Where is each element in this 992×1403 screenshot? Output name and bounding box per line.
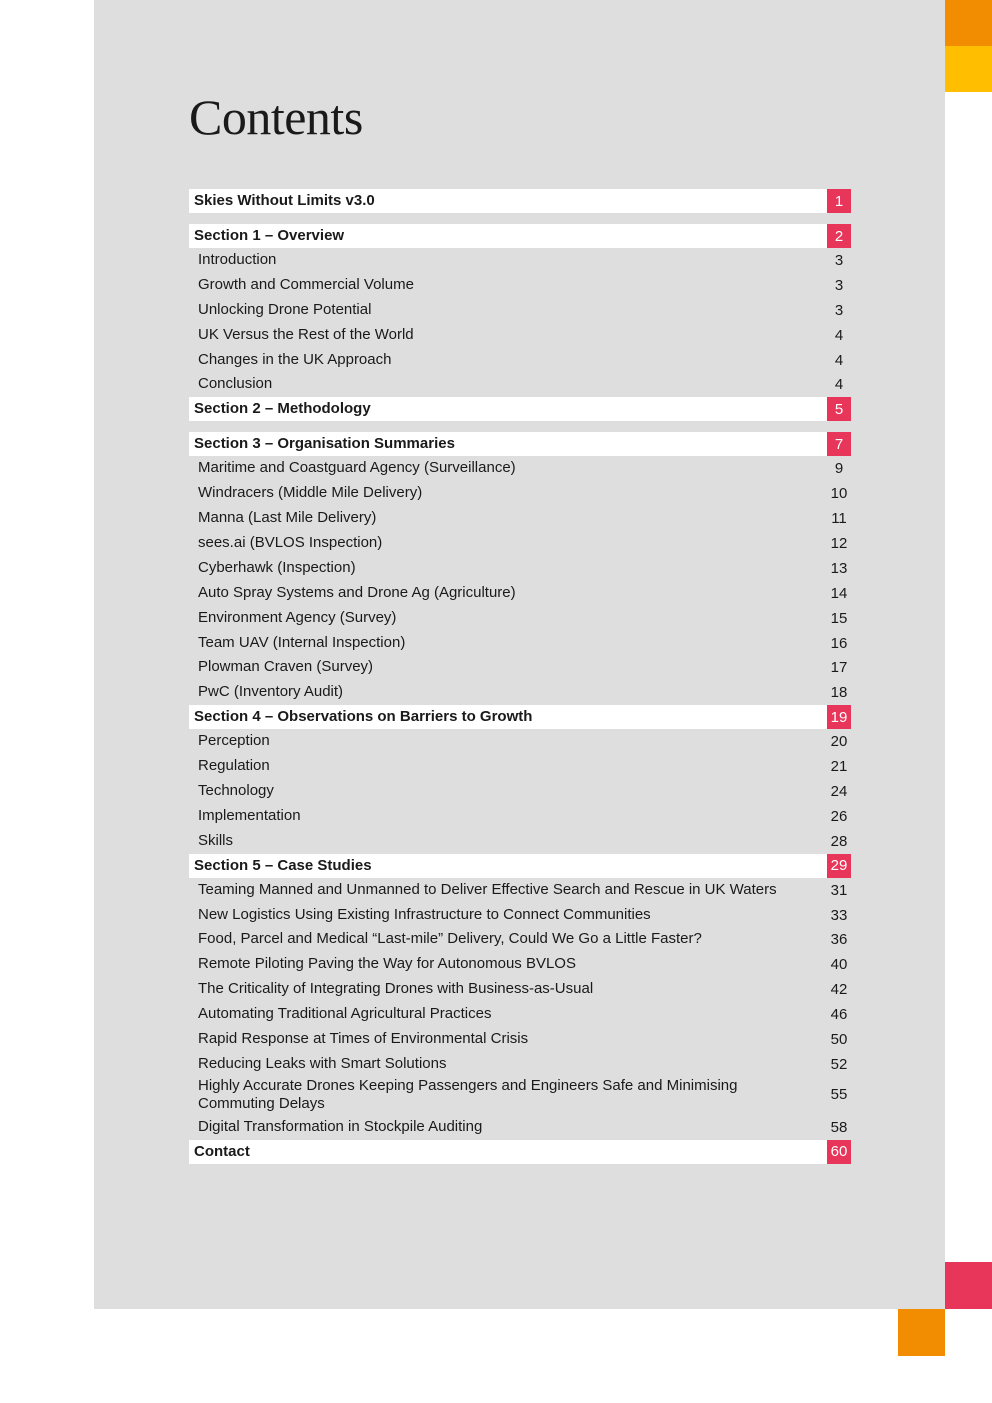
yellow-decor-square-top bbox=[945, 46, 992, 92]
toc-item-page: 11 bbox=[831, 510, 847, 528]
toc-item-page: 3 bbox=[834, 251, 844, 269]
toc-heading-contact[interactable] bbox=[189, 1140, 851, 1164]
toc-item[interactable] bbox=[189, 804, 851, 829]
toc-item-page: 17 bbox=[830, 659, 848, 677]
toc-item[interactable] bbox=[189, 456, 851, 481]
toc-item-page: 3 bbox=[834, 301, 844, 319]
toc-heading-label: Section 1 – Overview bbox=[194, 227, 345, 244]
toc-item-label: Auto Spray Systems and Drone Ag (Agriculture) bbox=[198, 583, 516, 601]
toc-item-label: UK Versus the Rest of the World bbox=[198, 325, 414, 343]
toc-item-page: 33 bbox=[830, 906, 848, 924]
toc-item-label: Plowman Craven (Survey) bbox=[198, 658, 374, 676]
toc-item-label: Technology bbox=[198, 782, 274, 800]
toc-heading-section-1[interactable] bbox=[189, 224, 851, 248]
toc-item[interactable] bbox=[189, 779, 851, 804]
toc-item-label: Maritime and Coastguard Agency (Surveillance) bbox=[198, 459, 516, 477]
toc-item-label: Team UAV (Internal Inspection) bbox=[198, 633, 406, 651]
toc-item-label: Remote Piloting Paving the Way for Autonomous BVLOS bbox=[198, 955, 576, 973]
toc-item-page: 40 bbox=[830, 956, 848, 974]
toc-item-label: Perception bbox=[198, 732, 270, 750]
toc-item[interactable] bbox=[189, 680, 851, 705]
toc-item-label: The Criticality of Integrating Drones with Business-as-Usual bbox=[198, 980, 594, 998]
toc-item[interactable] bbox=[189, 606, 851, 631]
toc-heading-skies-without-limits[interactable] bbox=[189, 189, 851, 213]
toc-item[interactable] bbox=[189, 323, 851, 348]
toc-item-label: Digital Transformation in Stockpile Auditing bbox=[198, 1117, 483, 1135]
toc-item-page: 28 bbox=[830, 832, 848, 850]
toc-item-label: PwC (Inventory Audit) bbox=[198, 683, 344, 701]
toc-heading-label: Section 4 – Observations on Barriers to Growth bbox=[194, 708, 533, 726]
toc-item-page: 24 bbox=[830, 782, 848, 800]
toc-item[interactable] bbox=[189, 556, 851, 581]
toc-item-label: Skills bbox=[198, 831, 234, 849]
toc-item-page: 36 bbox=[830, 931, 848, 949]
toc-item[interactable] bbox=[189, 348, 851, 373]
toc-heading-label: Skies Without Limits v3.0 bbox=[194, 192, 375, 209]
toc-heading-label: Section 3 – Organisation Summaries bbox=[194, 435, 455, 453]
toc-item-label: Reducing Leaks with Smart Solutions bbox=[198, 1054, 447, 1072]
toc-item-page: 3 bbox=[834, 276, 844, 294]
toc-item-label: sees.ai (BVLOS Inspection) bbox=[198, 534, 383, 552]
table-of-contents bbox=[189, 189, 851, 1164]
toc-item[interactable] bbox=[189, 927, 851, 952]
toc-item-page: 4 bbox=[834, 351, 844, 369]
toc-item[interactable] bbox=[189, 729, 851, 754]
toc-item-page: 31 bbox=[830, 881, 848, 899]
toc-item-label: Rapid Response at Times of Environmental Crisis bbox=[198, 1030, 529, 1048]
toc-heading-page: 1 bbox=[827, 189, 851, 213]
toc-item-label: Introduction bbox=[198, 251, 277, 268]
toc-item[interactable] bbox=[189, 903, 851, 928]
toc-item-label: Food, Parcel and Medical “Last-mile” Delivery, Could We Go a Little Faster? bbox=[198, 930, 702, 948]
toc-item-page: 16 bbox=[830, 634, 848, 652]
toc-heading-page: 60 bbox=[827, 1140, 851, 1164]
toc-heading-section-5[interactable] bbox=[189, 854, 851, 878]
toc-item[interactable] bbox=[189, 1077, 851, 1113]
toc-heading-page: 2 bbox=[827, 224, 851, 248]
toc-heading-section-3[interactable] bbox=[189, 432, 851, 456]
toc-item[interactable] bbox=[189, 655, 851, 680]
red-decor-square-bottom bbox=[945, 1262, 992, 1309]
toc-item-label: Regulation bbox=[198, 757, 270, 775]
toc-item-page: 14 bbox=[830, 584, 848, 602]
toc-item-page: 46 bbox=[830, 1006, 848, 1024]
toc-item-page: 13 bbox=[830, 559, 848, 577]
toc-heading-page: 29 bbox=[827, 854, 851, 878]
toc-item[interactable] bbox=[189, 1052, 851, 1077]
toc-item-label: Cyberhawk (Inspection) bbox=[198, 558, 356, 576]
toc-heading-page: 5 bbox=[827, 397, 851, 421]
toc-item-page: 26 bbox=[830, 807, 848, 825]
toc-item-page: 20 bbox=[830, 733, 848, 751]
toc-item-page: 50 bbox=[830, 1030, 848, 1048]
toc-item[interactable] bbox=[189, 248, 851, 273]
toc-item[interactable] bbox=[189, 878, 851, 903]
toc-item[interactable] bbox=[189, 1002, 851, 1027]
toc-item[interactable] bbox=[189, 1027, 851, 1052]
toc-item[interactable] bbox=[189, 481, 851, 506]
toc-item[interactable] bbox=[189, 531, 851, 556]
toc-item-page: 18 bbox=[830, 684, 848, 702]
toc-item-page: 42 bbox=[830, 981, 848, 999]
toc-item-page: 55 bbox=[830, 1086, 848, 1104]
toc-item-label: Windracers (Middle Mile Delivery) bbox=[198, 484, 423, 502]
toc-item-page: 9 bbox=[834, 460, 844, 478]
toc-item-label: Growth and Commercial Volume bbox=[198, 275, 414, 293]
toc-heading-label: Section 5 – Case Studies bbox=[194, 856, 372, 874]
toc-heading-label: Section 2 – Methodology bbox=[194, 400, 371, 418]
toc-heading-page: 19 bbox=[827, 705, 851, 729]
toc-heading-section-4[interactable] bbox=[189, 705, 851, 729]
toc-item-page: 10 bbox=[830, 485, 848, 503]
toc-heading-page: 7 bbox=[827, 432, 851, 456]
toc-item-label: Changes in the UK Approach bbox=[198, 350, 392, 368]
toc-item-page: 15 bbox=[830, 609, 848, 627]
toc-item-page: 21 bbox=[830, 758, 848, 776]
toc-item[interactable] bbox=[189, 298, 851, 323]
orange-decor-square-bottom bbox=[898, 1309, 945, 1356]
toc-heading-label: Contact bbox=[194, 1142, 250, 1160]
toc-item[interactable] bbox=[189, 952, 851, 977]
toc-item-page: 4 bbox=[834, 326, 844, 344]
toc-item-label: Environment Agency (Survey) bbox=[198, 608, 397, 626]
toc-item[interactable] bbox=[189, 581, 851, 606]
toc-item-page: 4 bbox=[834, 376, 844, 394]
toc-item-label: Unlocking Drone Potential bbox=[198, 300, 372, 318]
toc-item[interactable] bbox=[189, 977, 851, 1002]
toc-item-page: 58 bbox=[830, 1118, 848, 1136]
toc-item-label: Conclusion bbox=[198, 375, 273, 393]
toc-item-label: Manna (Last Mile Delivery) bbox=[198, 509, 377, 527]
toc-item-label: Teaming Manned and Unmanned to Deliver Effective Search and Rescue in UK Waters bbox=[198, 880, 777, 898]
toc-item[interactable] bbox=[189, 631, 851, 656]
toc-item-page: 12 bbox=[830, 534, 848, 552]
toc-item[interactable] bbox=[189, 754, 851, 779]
toc-item[interactable] bbox=[189, 506, 851, 531]
toc-item-label: Automating Traditional Agricultural Practices bbox=[198, 1005, 492, 1023]
toc-item-label: New Logistics Using Existing Infrastructure to Connect Communities bbox=[198, 905, 651, 923]
toc-item-label: Implementation bbox=[198, 806, 301, 824]
toc-item[interactable] bbox=[189, 1115, 851, 1140]
orange-decor-square-top bbox=[945, 0, 992, 46]
toc-item[interactable] bbox=[189, 273, 851, 298]
page-title: Contents bbox=[189, 89, 363, 145]
toc-item[interactable] bbox=[189, 829, 851, 854]
toc-item[interactable] bbox=[189, 372, 851, 397]
toc-heading-section-2[interactable] bbox=[189, 397, 851, 421]
toc-item-label: Highly Accurate Drones Keeping Passengers and Engineers Safe and Minimising Commuting Delays bbox=[198, 1076, 738, 1112]
toc-item-page: 52 bbox=[830, 1055, 848, 1073]
